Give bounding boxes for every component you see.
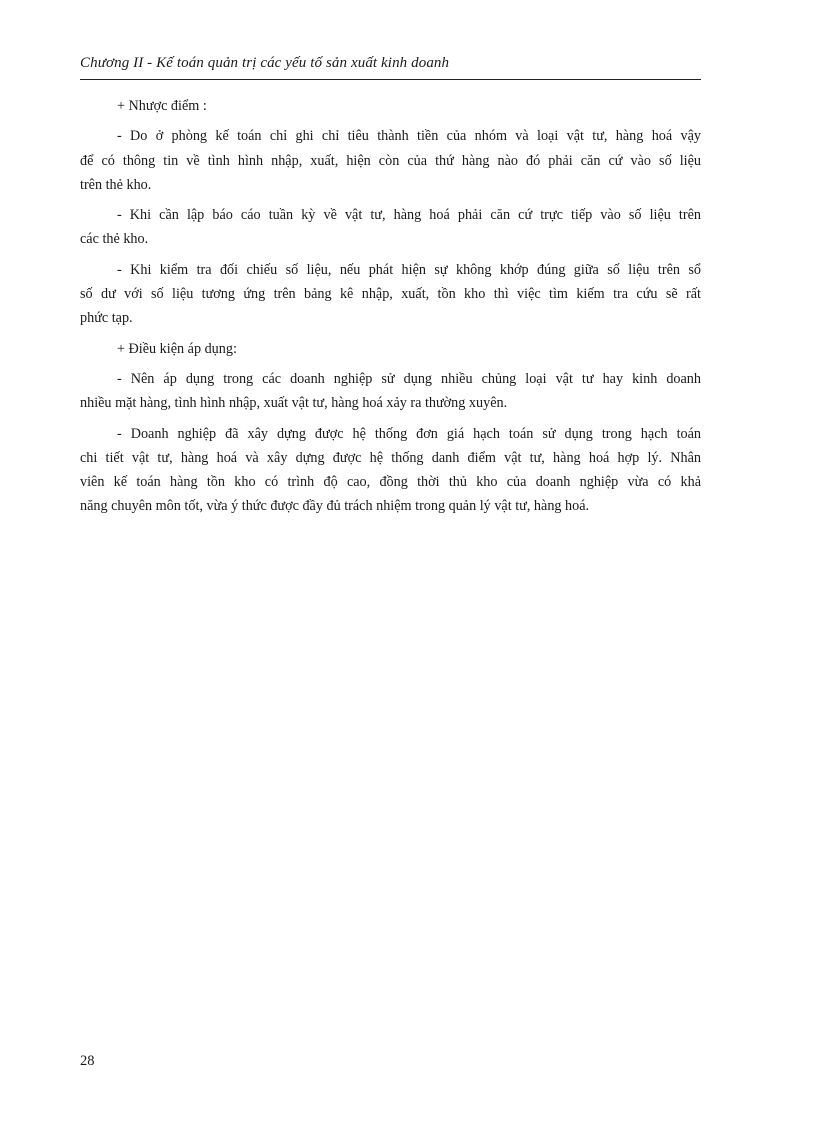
text-line: số dư với số liệu tương ứng trên bảng kê nhập, xuất, tồn kho thì việc tìm kiếm tra cứu sẽ rất	[80, 286, 701, 303]
text-line: - Nên áp dụng trong các doanh nghiệp sử dụng nhiều chủng loại vật tư hay kinh doanh	[117, 370, 701, 387]
text-line: + Điều kiện áp dụng:	[117, 340, 237, 357]
text-line: + Nhược điểm :	[117, 98, 207, 114]
page-header	[80, 52, 701, 80]
paragraph-disadvantage-2	[80, 203, 701, 252]
paragraph-disadvantage-1	[80, 124, 701, 197]
paragraph-disadvantage-3	[80, 258, 701, 331]
paragraph-condition-2	[80, 422, 701, 519]
text-line: các thẻ kho.	[80, 231, 149, 248]
text-line: viên kế toán hàng tồn kho có trình độ cao, đồng thời thủ kho của doanh nghiệp vừa có khả	[80, 474, 701, 491]
paragraph-conditions-heading	[80, 337, 701, 361]
text-line: chi tiết vật tư, hàng hoá và xây dựng được hệ thống danh điểm vật tư, hàng hoá hợp lý. Nhân	[80, 449, 701, 466]
text-line: phức tạp.	[80, 310, 133, 327]
text-line: - Do ở phòng kế toán chỉ ghi chỉ tiêu thành tiền của nhóm và loại vật tư, hàng hoá vậy	[117, 128, 701, 145]
text-line: năng chuyên môn tốt, vừa ý thức được đầy đủ trách nhiệm trong quản lý vật tư, hàng hoá.	[80, 498, 590, 515]
chapter-title: Chương II - Kế toán quản trị các yếu tố sản xuất kinh doanh	[80, 55, 450, 71]
paragraph-disadvantages-heading	[80, 94, 701, 118]
text-line: - Khi kiểm tra đối chiếu số liệu, nếu phát hiện sự không khớp đúng giữa số liệu trên sổ	[117, 261, 701, 278]
text-line: để có thông tin về tình hình nhập, xuất, hiện còn của thứ hàng nào đó phải căn cứ vào số liệu	[80, 152, 701, 169]
text-line: nhiều mặt hàng, tình hình nhập, xuất vật tư, hàng hoá xảy ra thường xuyên.	[80, 395, 508, 412]
text-line: - Doanh nghiệp đã xây dựng được hệ thống đơn giá hạch toán sử dụng trong hạch toán	[117, 425, 701, 442]
page-number: 28	[80, 1053, 95, 1069]
text-line: trên thẻ kho.	[80, 176, 152, 193]
text-line: - Khi cần lập báo cáo tuần kỳ về vật tư, hàng hoá phải căn cứ trực tiếp vào số liệu trên	[117, 207, 701, 224]
page-body	[80, 94, 701, 525]
paragraph-condition-1	[80, 367, 701, 416]
